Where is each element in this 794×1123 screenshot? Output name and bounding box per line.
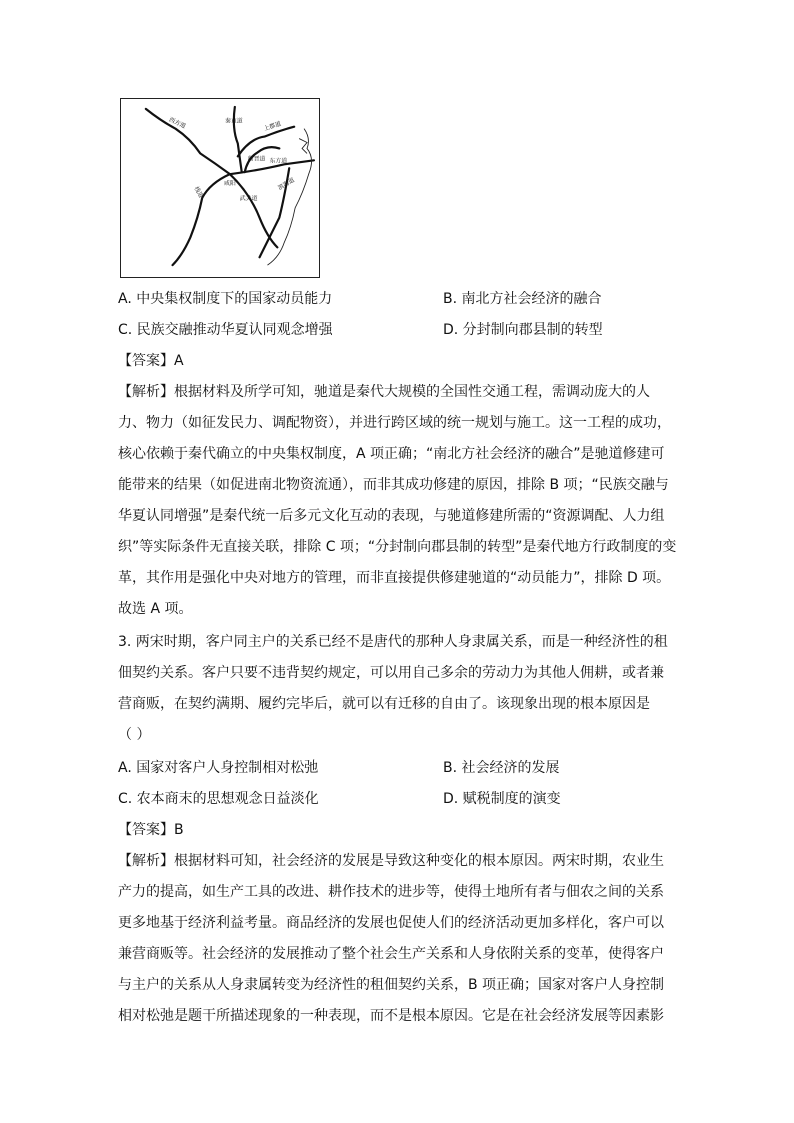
- q2-analysis-line: 革，其作用是强化中央对地方的管理，而非直接提供修建驰道的“动员能力”，排除 D 项。: [118, 570, 671, 586]
- q3-analysis-line: 更多地基于经济利益考量。商品经济的发展也促使人们的经济活动更加多样化，客户可以: [118, 915, 664, 931]
- q2-analysis-line: 故选 A 项。: [118, 601, 193, 617]
- q2-analysis-line: 【解析】根据材料及所学可知，驰道是秦代大规模的全国性交通工程，需调动庞大的人: [118, 384, 650, 400]
- q3-stem-line: 佃契约关系。客户只要不违背契约规定，可以用自己多余的劳动力为其他人佣耕，或者兼: [118, 665, 664, 681]
- q3-stem: [118, 627, 678, 751]
- q3-analysis-line: 与主户的关系从人身隶属转变为经济性的租佃契约关系，B 项正确；国家对客户人身控制: [118, 977, 665, 993]
- q3-option-b: B. 社会经济的发展: [443, 760, 560, 776]
- route-gallery: [173, 174, 230, 265]
- route-map-svg: [121, 99, 319, 277]
- route-map-figure: [120, 98, 320, 278]
- q2-analysis-line: 力、物力（如征发民力、调配物资），并进行跨区域的统一规划与施工。这一工程的成功，: [118, 415, 671, 431]
- q3-analysis-line: 【解析】根据材料可知，社会经济的发展是导致这种变化的根本原因。两宋时期，农业生: [118, 853, 664, 869]
- q3-analysis: [118, 846, 678, 1032]
- q2-analysis-line: 华夏认同增强”是秦代统一后多元文化互动的表现，与驰道修建所需的“资源调配、人力组: [118, 508, 665, 524]
- q2-analysis-line: 织”等实际条件无直接关联，排除 C 项；“分封制向郡县制的转型”是秦代地方行政制度的变: [118, 539, 677, 555]
- q3-answer: 【答案】B: [118, 822, 184, 838]
- q2-option-d: D. 分封制向郡县制的转型: [443, 322, 603, 338]
- q3-analysis-line: 相对松弛是题干所描述现象的一种表现，而不是根本原因。它是在社会经济发展等因素影: [118, 1008, 664, 1024]
- q3-analysis-line: 兼营商贩等。社会经济的发展推动了整个社会生产关系和人身依附关系的变革，使得客户: [118, 946, 664, 962]
- q3-analysis-line: 产力的提高，如生产工具的改进、耕作技术的进步等，使得土地所有者与佃农之间的关系: [118, 884, 664, 900]
- q2-analysis: [118, 377, 678, 625]
- route-west: [146, 109, 230, 174]
- q3-option-a: A. 国家对客户人身控制相对松弛: [118, 760, 319, 776]
- q2-analysis-line: 能带来的结果（如促进南北物资流通），而非其成功修建的原因，排除 B 项；“民族交融与: [118, 477, 669, 493]
- map-label-upper: 上郡道: [262, 120, 283, 133]
- route-north-direct: [234, 107, 242, 172]
- map-label-wuguan: 武关道: [239, 194, 258, 202]
- q2-analysis-line: 核心依赖于秦代确立的中央集权制度，A 项正确；“南北方社会经济的融合”是驰道修建可: [118, 446, 665, 462]
- map-label-west: 西方道: [167, 116, 187, 131]
- q3-stem-line: 3. 两宋时期，客户同主户的关系已经不是唐代的那种人身隶属关系，而是一种经济性的租: [118, 634, 668, 650]
- map-label-binhai: 滨海道: [276, 176, 296, 192]
- map-label-north-direct: 秦直道: [224, 117, 243, 125]
- q3-stem-line: 营商贩，在契约满期、履约完毕后，就可以有迁移的自由了。该现象出现的根本原因是: [118, 696, 650, 712]
- q3-option-c: C. 农本商末的思想观念日益淡化: [118, 791, 319, 807]
- q2-option-a: A. 中央集权制度下的国家动员能力: [118, 291, 333, 307]
- q2-option-b: B. 南北方社会经济的融合: [443, 291, 602, 307]
- q3-stem-line: （ ）: [118, 727, 151, 743]
- coast-detail: [299, 139, 307, 154]
- map-label-xianyang: 咸阳: [223, 180, 236, 188]
- map-label-east: 东方道: [269, 157, 288, 165]
- q2-option-c: C. 民族交融推动华夏认同观念增强: [118, 322, 333, 338]
- q2-answer: 【答案】A: [118, 353, 184, 369]
- map-label-gallery: 栈道: [192, 185, 205, 200]
- map-label-linjin: 临晋道: [247, 155, 266, 163]
- q3-option-d: D. 赋税制度的演变: [443, 791, 561, 807]
